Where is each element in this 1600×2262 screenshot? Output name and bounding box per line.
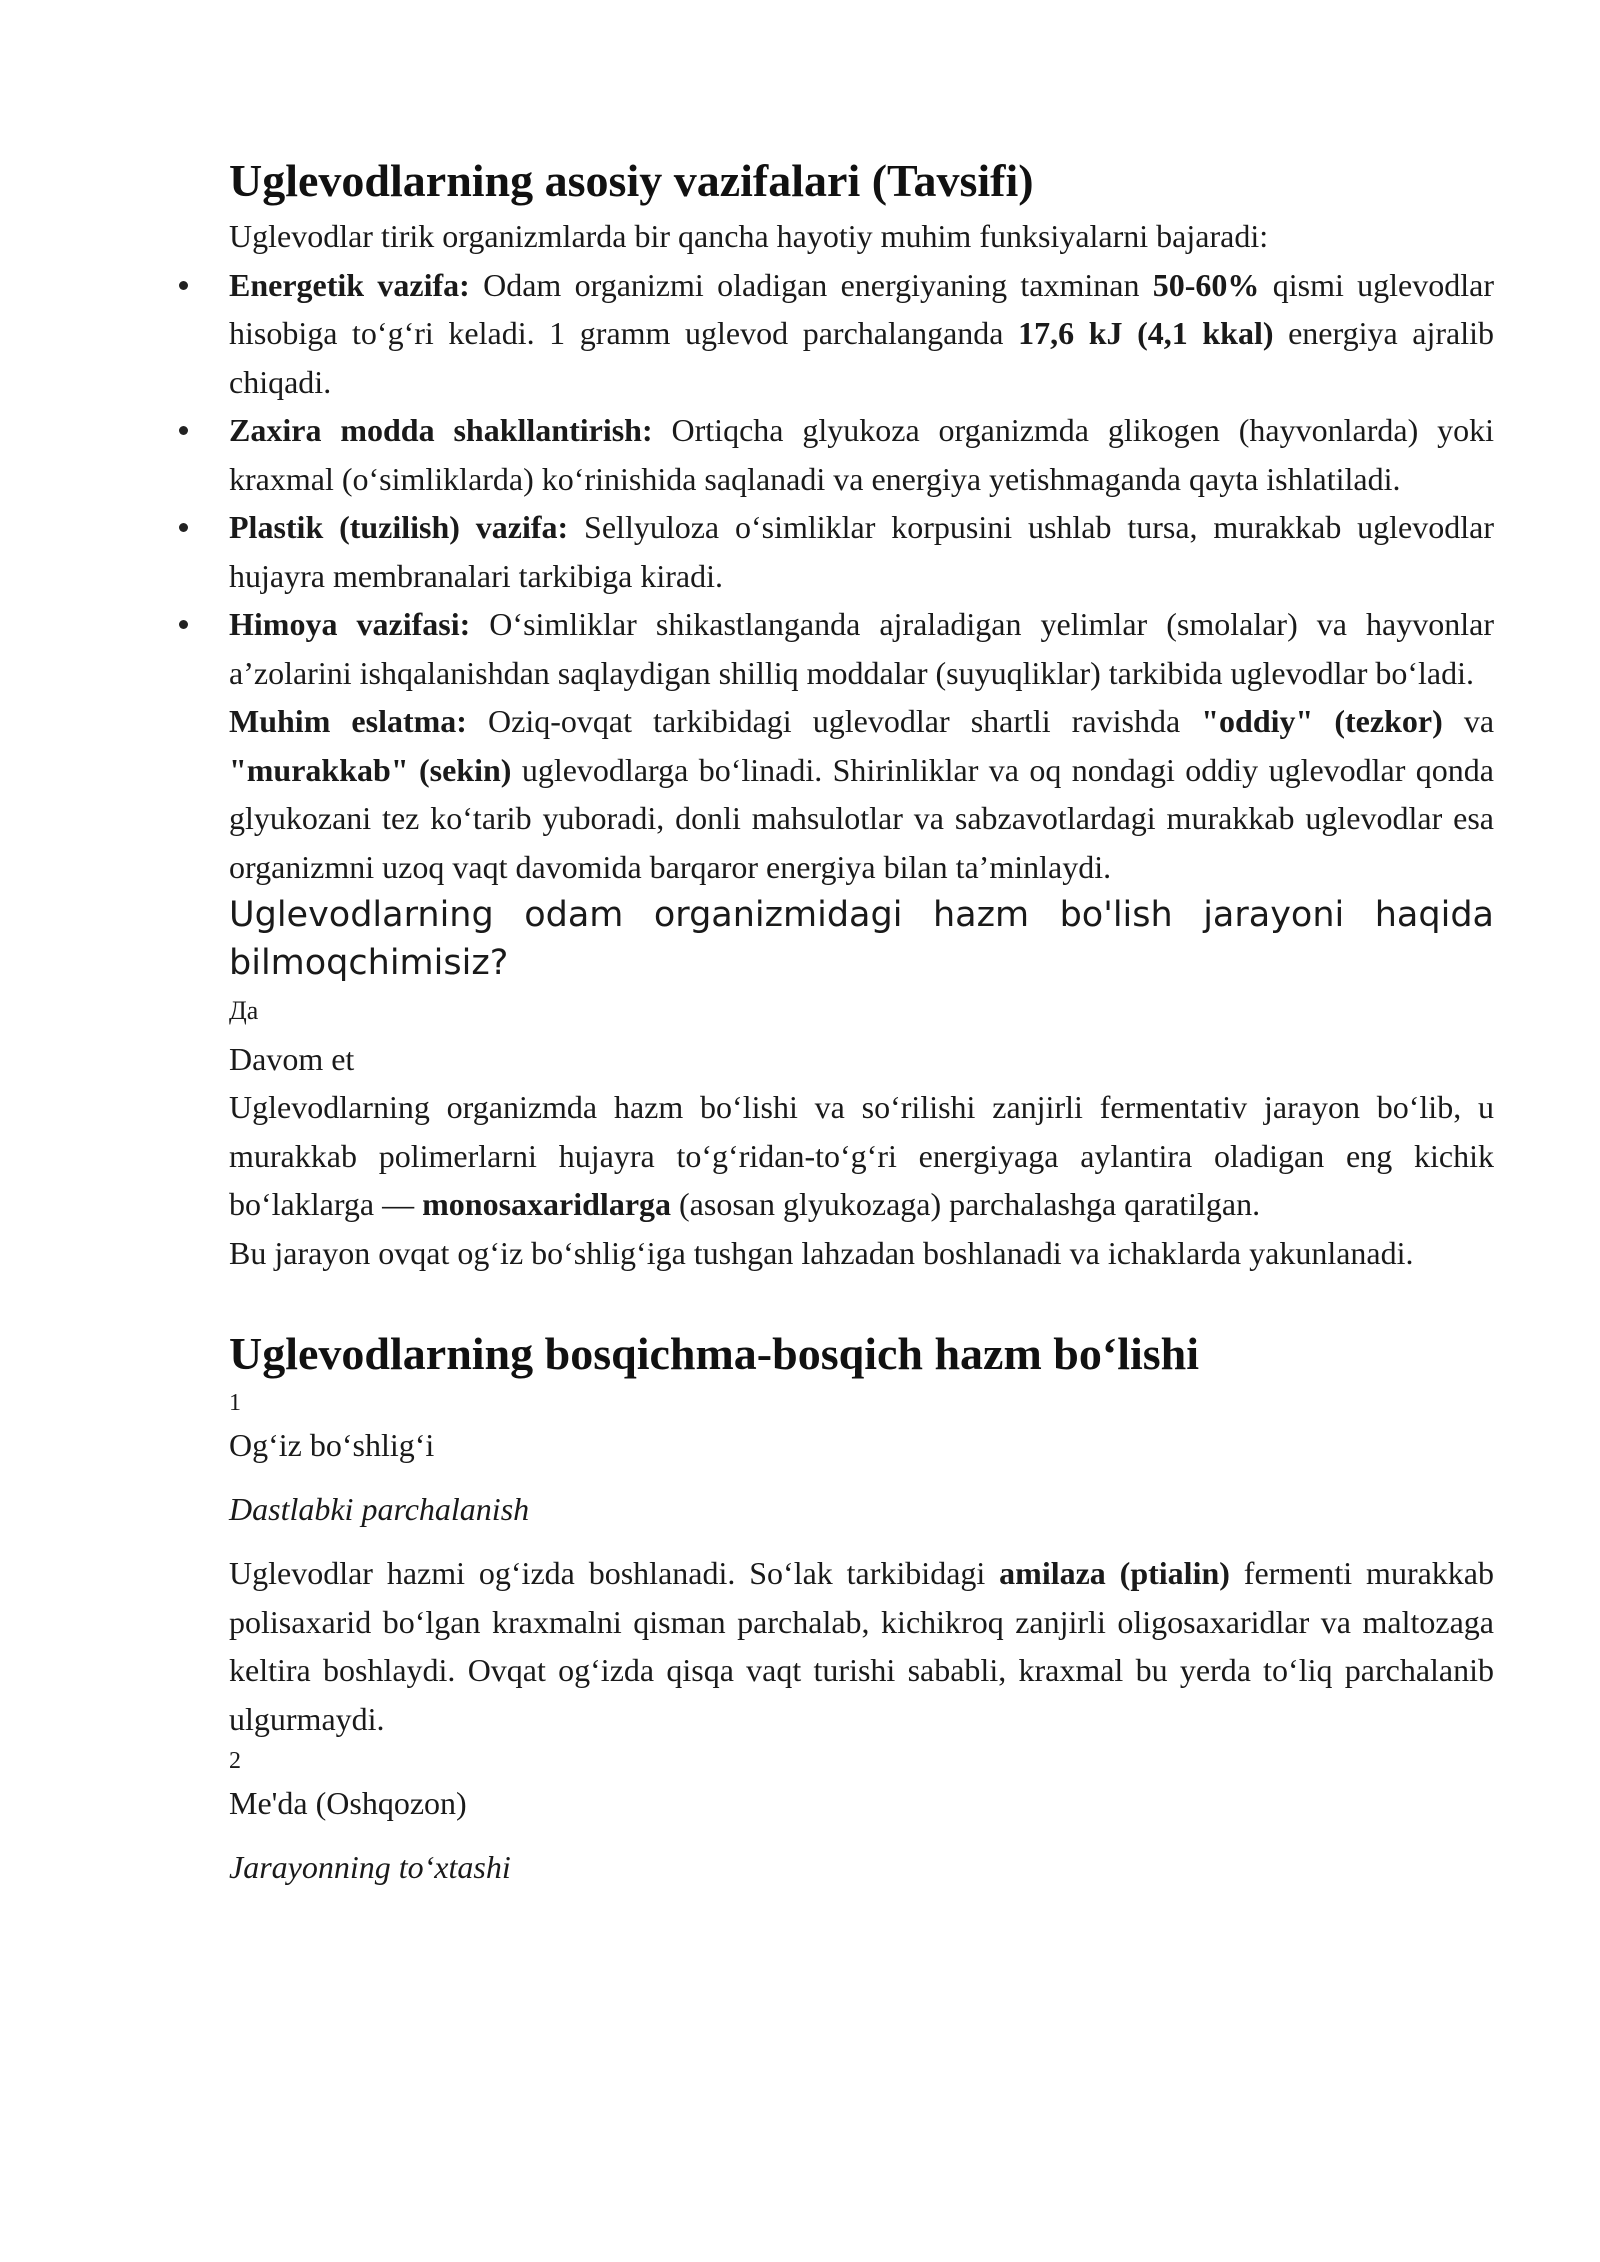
- section-title-2: Uglevodlarning bosqichma-bosqich hazm bo‘lishi: [229, 1328, 1200, 1379]
- user-question: Uglevodlarning odam organizmidagi hazm bo'lish jarayoni haqida bilmoqchimisiz?: [229, 895, 1494, 983]
- step-title: Og‘iz bo‘shlig‘i: [229, 1427, 435, 1463]
- step-bold: amilaza (ptialin): [999, 1555, 1230, 1591]
- important-note: [229, 697, 1494, 891]
- note-text: va: [1442, 703, 1495, 739]
- step-title: Me'da (Oshqozon): [229, 1785, 467, 1821]
- bullet-icon: [179, 523, 188, 532]
- step-text-part: fermenti murakkab polisaxarid bo‘lgan kraxmalni qisman parchalab, kichikroq zanjirli oligosaxaridlar va maltozaga keltira boshlaydi. Ovqat og‘izda qisqa vaqt turishi sababli, kraxmal bu yerda to‘liq parchalanib ulgurmaydi.: [229, 1555, 1494, 1737]
- note-label: Muhim eslatma:: [229, 703, 467, 739]
- item-text: qismi uglevodlar hisobiga to‘g‘ri keladi. 1 gramm uglevod parchalanganda: [229, 266, 1495, 351]
- step-subtitle: Dastlabki parchalanish: [229, 1491, 530, 1527]
- section-title: Uglevodlarning asosiy vazifalari (Tavsifi): [229, 155, 1034, 206]
- item-text: O‘simliklar shikastlanganda ajraladigan yelimlar (smolalar) va hayvonlar a’zolarini ishqalanishdan saqlaydigan shilliq moddalar (suyuqliklar) tarkibida uglevodlar bo‘ladi.: [229, 606, 1495, 691]
- item-label: Plastik (tuzilish) vazifa:: [229, 509, 569, 545]
- item-bold: 50-60%: [1152, 266, 1260, 303]
- step-subtitle: Jarayonning to‘xtashi: [229, 1849, 511, 1885]
- list-item: [229, 261, 1494, 407]
- digestion-text: Uglevodlarning organizmda hazm bo‘lishi va so‘rilishi zanjirli fermentativ jarayon bo‘lib, u murakkab polimerlarni hujayra to‘g‘ridan-to‘g‘ri energiyaga aylantira oladigan eng kichik bo‘laklarga —: [229, 1089, 1494, 1222]
- user-answer: Да: [229, 996, 259, 1025]
- list-item: [229, 406, 1494, 503]
- bullet-icon: [179, 426, 188, 435]
- step-number: 2: [229, 1748, 241, 1774]
- digestion-bold: monosaxaridlarga: [422, 1186, 672, 1222]
- list-item: [229, 503, 1494, 600]
- continue-text: Davom et: [229, 1041, 355, 1077]
- functions-list: [229, 261, 1494, 698]
- digestion-paragraph: [229, 1083, 1494, 1229]
- note-bold: "oddiy" (tezkor): [1201, 703, 1443, 739]
- item-bold: 17,6 kJ (4,1 kkal): [1018, 315, 1274, 351]
- step-number: 1: [229, 1390, 241, 1416]
- digestion-text: (asosan glyukozaga) parchalashga qaratilgan.: [671, 1186, 1261, 1222]
- step-text-part: Uglevodlar hazmi og‘izda boshlanadi. So‘lak tarkibidagi: [229, 1555, 1000, 1591]
- item-text: energiya ajralib chiqadi.: [229, 315, 1495, 400]
- digestion-paragraph-2: Bu jarayon ovqat og‘iz bo‘shlig‘iga tushgan lahzadan boshlanadi va ichaklarda yakunlanadi.: [229, 1234, 1414, 1271]
- list-item: [229, 600, 1494, 697]
- item-text: Ortiqcha glyukoza organizmda glikogen (hayvonlarda) yoki kraxmal (o‘simliklarda) ko‘rinishida saqlanadi va energiya yetishmaganda qayta ishlatiladi.: [229, 412, 1495, 497]
- item-label: Energetik vazifa:: [229, 266, 470, 303]
- intro-paragraph: Uglevodlar tirik organizmlarda bir qancha hayotiy muhim funksiyalarni bajaradi:: [229, 218, 1269, 254]
- document-page: [229, 150, 1494, 1907]
- item-label: Zaxira modda shakllantirish:: [229, 412, 653, 448]
- note-text: Oziq-ovqat tarkibidagi uglevodlar shartli ravishda: [466, 703, 1202, 739]
- bullet-icon: [179, 620, 188, 629]
- step-text: [229, 1549, 1494, 1743]
- note-text: uglevodlarga bo‘linadi. Shirinliklar va oq nondagi oddiy uglevodlar qonda glyukozani tez ko‘tarib yuboradi, donli mahsulotlar va sabzavotlardagi murakkab uglevodlar esa organizmni uzoq vaqt davomida barqaror energiya bilan ta’minlaydi.: [229, 751, 1495, 885]
- item-text: Odam organizmi oladigan energiyaning taxminan: [469, 266, 1153, 303]
- item-text: Sellyuloza o‘simliklar korpusini ushlab tursa, murakkab uglevodlar hujayra membranalari tarkibiga kiradi.: [229, 509, 1495, 594]
- item-label: Himoya vazifasi:: [229, 606, 471, 642]
- bullet-icon: [179, 281, 188, 290]
- note-bold: "murakkab" (sekin): [229, 751, 512, 788]
